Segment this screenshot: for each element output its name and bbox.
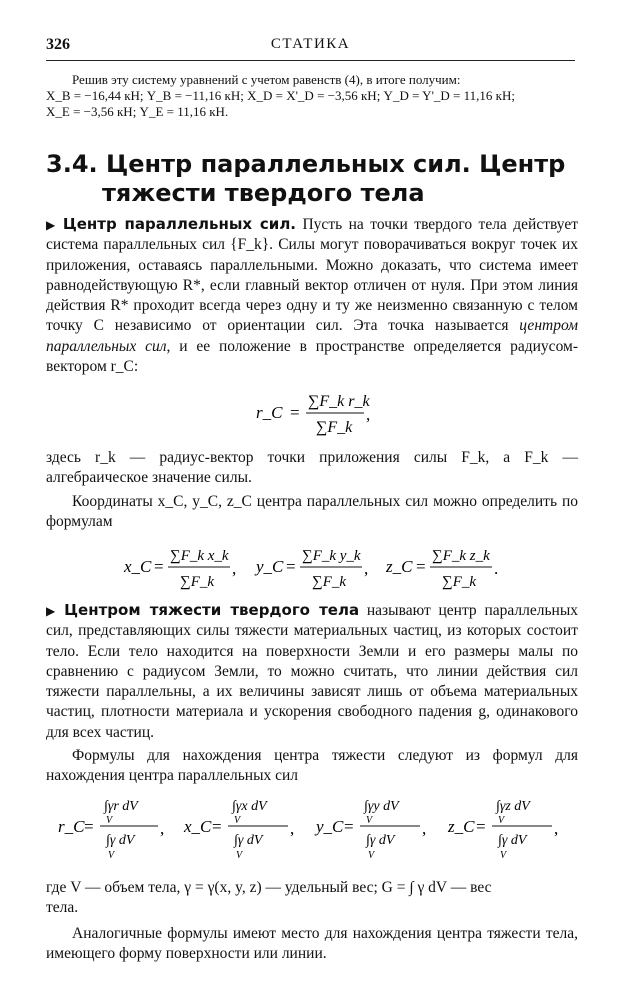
formula-center-vector [46, 388, 578, 438]
paragraph-text-a: Пусть на точки твердого тела действует система параллельных сил {F_k}. Силы могут поворачиваться вокруг точек их приложения, оставаясь параллельными. Можно доказать, что система имеет равнодействующую R*, если главный вектор отличен от нуля. При этом линия действия R* проходит всегда через одну и ту же неизменно связанную с телом точку C независимо от ориентации сил. Эта точка называется [46, 216, 578, 335]
paragraph-text: Координаты x_C, y_C, z_C центра параллельных сил можно определить по формулам [46, 493, 578, 531]
comma: , [422, 819, 427, 838]
x-den-subscript: V [236, 850, 243, 861]
triangle-bullet-icon: ▶ [46, 604, 60, 618]
equals-sign: = [290, 403, 300, 422]
paragraph-parallel-forces [46, 214, 578, 377]
paragraph-lead: Центром тяжести твердого тела [64, 601, 360, 619]
y-formula-num: ∑F_k y_k [302, 548, 361, 564]
comma: , [160, 819, 165, 838]
z-formula-lhs: z_C [448, 817, 475, 836]
r-integral-formula [58, 799, 164, 861]
r-formula-den: ∫γ dV [106, 833, 135, 848]
page-header [46, 36, 575, 61]
y-den-subscript: V [368, 850, 375, 861]
y-formula-den: ∑F_k [312, 574, 347, 590]
x-integral-formula [183, 799, 294, 861]
paragraph-analogous [46, 924, 578, 965]
z-den-subscript: V [500, 850, 507, 861]
formula-lhs: r_C [256, 403, 283, 422]
y-formula-num: ∫γy dV [364, 799, 399, 814]
x-formula-lhs: x_C [124, 557, 152, 576]
comma: , [364, 559, 369, 578]
equals-sign: = [154, 557, 164, 576]
section-number: 3.4. [46, 150, 98, 178]
comma: , [554, 819, 559, 838]
period: . [494, 559, 499, 578]
equals-sign: = [84, 817, 94, 836]
formula-tail: , [366, 405, 371, 424]
intro-line-3: X_E = −3,56 кН; Y_E = 11,16 кН. [46, 104, 229, 119]
r-den-subscript: V [108, 850, 115, 861]
z-integral-formula [447, 799, 558, 861]
formula-integrals [46, 792, 578, 864]
x-formula-den: ∑F_k [180, 574, 215, 590]
r-num-subscript: V [106, 815, 113, 826]
definitions-line-2: тела. [46, 899, 79, 917]
intro-line-2: X_B = −16,44 кН; Y_B = −11,16 кН; X_D = X'_D = −3,56 кН; Y_D = Y'_D = 11,16 кН; [46, 88, 515, 103]
equals-sign: = [344, 817, 354, 836]
y-formula-den: ∫γ dV [366, 833, 395, 848]
z-formula-num: ∑F_k z_k [432, 548, 490, 564]
page-number: 326 [46, 36, 70, 53]
y-num-subscript: V [366, 815, 373, 826]
paragraph-center-of-gravity [46, 600, 578, 743]
x-formula-num: ∫γx dV [232, 799, 267, 814]
paragraph-text: Формулы для нахождения центра тяжести следуют из формул для нахождения центра параллельных сил [46, 747, 578, 785]
paragraph-text: Аналогичные формулы имеют место для нахождения центра тяжести тела, имеющего форму поверхности или линии. [46, 925, 578, 963]
y-formula-lhs: y_C [316, 817, 344, 836]
comma: , [290, 819, 295, 838]
definitions-line-1: где V — объем тела, γ = γ(x, y, z) — удельный вес; G = ∫ γ dV — вес [46, 879, 492, 896]
paragraph-formulas-intro [46, 746, 578, 787]
paragraph-radius-vector [46, 448, 578, 489]
paragraph-definitions [46, 878, 578, 919]
x-num-subscript: V [234, 815, 241, 826]
comma: , [232, 559, 237, 578]
x-formula-lhs: x_C [184, 817, 212, 836]
intro-paragraph [46, 72, 578, 120]
equals-sign: = [286, 557, 296, 576]
formula-coordinates [46, 540, 578, 596]
z-formula-num: ∫γz dV [496, 799, 530, 814]
equals-sign: = [416, 557, 426, 576]
y-integral-formula [314, 799, 426, 861]
emphasis-term: центром параллельных сил [46, 317, 578, 355]
z-formula-lhs: z_C [386, 557, 413, 576]
x-formula-num: ∑F_k x_k [170, 548, 229, 564]
formula-numerator: ∑F_k r_k [308, 393, 370, 410]
z-formula-den: ∑F_k [442, 574, 477, 590]
section-title-line-2: тяжести твердого тела [102, 179, 425, 207]
x-formula-den: ∫γ dV [234, 833, 263, 848]
equals-sign: = [212, 817, 222, 836]
section-heading [46, 150, 578, 208]
paragraph-text: здесь r_k — радиус-вектор точки приложения силы F_k, а F_k — алгебраическое значение силы. [46, 449, 578, 487]
y-formula-lhs: y_C [256, 557, 284, 576]
formula-denominator: ∑F_k [316, 419, 353, 436]
paragraph-text: называют центр параллельных сил, представляющих силы тяжести материальных частиц, из которых состоит тело. Если тело находится на поверхности Земли и его размеры малы по сравнению с радиусом Земли, то можно считать, что линии действия сил тяжести параллельны, а их величины зависят лишь от объема материальных частиц, плотности материала и ускорения свободного падения g, одинакового для всех частиц. [46, 602, 578, 741]
r-formula-lhs: r_C [58, 817, 85, 836]
triangle-bullet-icon: ▶ [46, 218, 58, 232]
running-title: СТАТИКА [270, 36, 351, 52]
z-formula-den: ∫γ dV [498, 833, 527, 848]
r-formula-num: ∫γr dV [104, 799, 138, 814]
paragraph-coordinates [46, 492, 578, 533]
section-title-line-1: Центр параллельных сил. Центр [106, 150, 566, 178]
paragraph-lead: Центр параллельных сил. [62, 215, 297, 233]
intro-line-1: Решив эту систему уравнений с учетом равенств (4), в итоге получим: [72, 72, 461, 87]
z-num-subscript: V [498, 815, 505, 826]
equals-sign: = [476, 817, 486, 836]
paragraph-text-b: , и ее положение в пространстве определяется радиусом-вектором r_C: [46, 337, 578, 376]
